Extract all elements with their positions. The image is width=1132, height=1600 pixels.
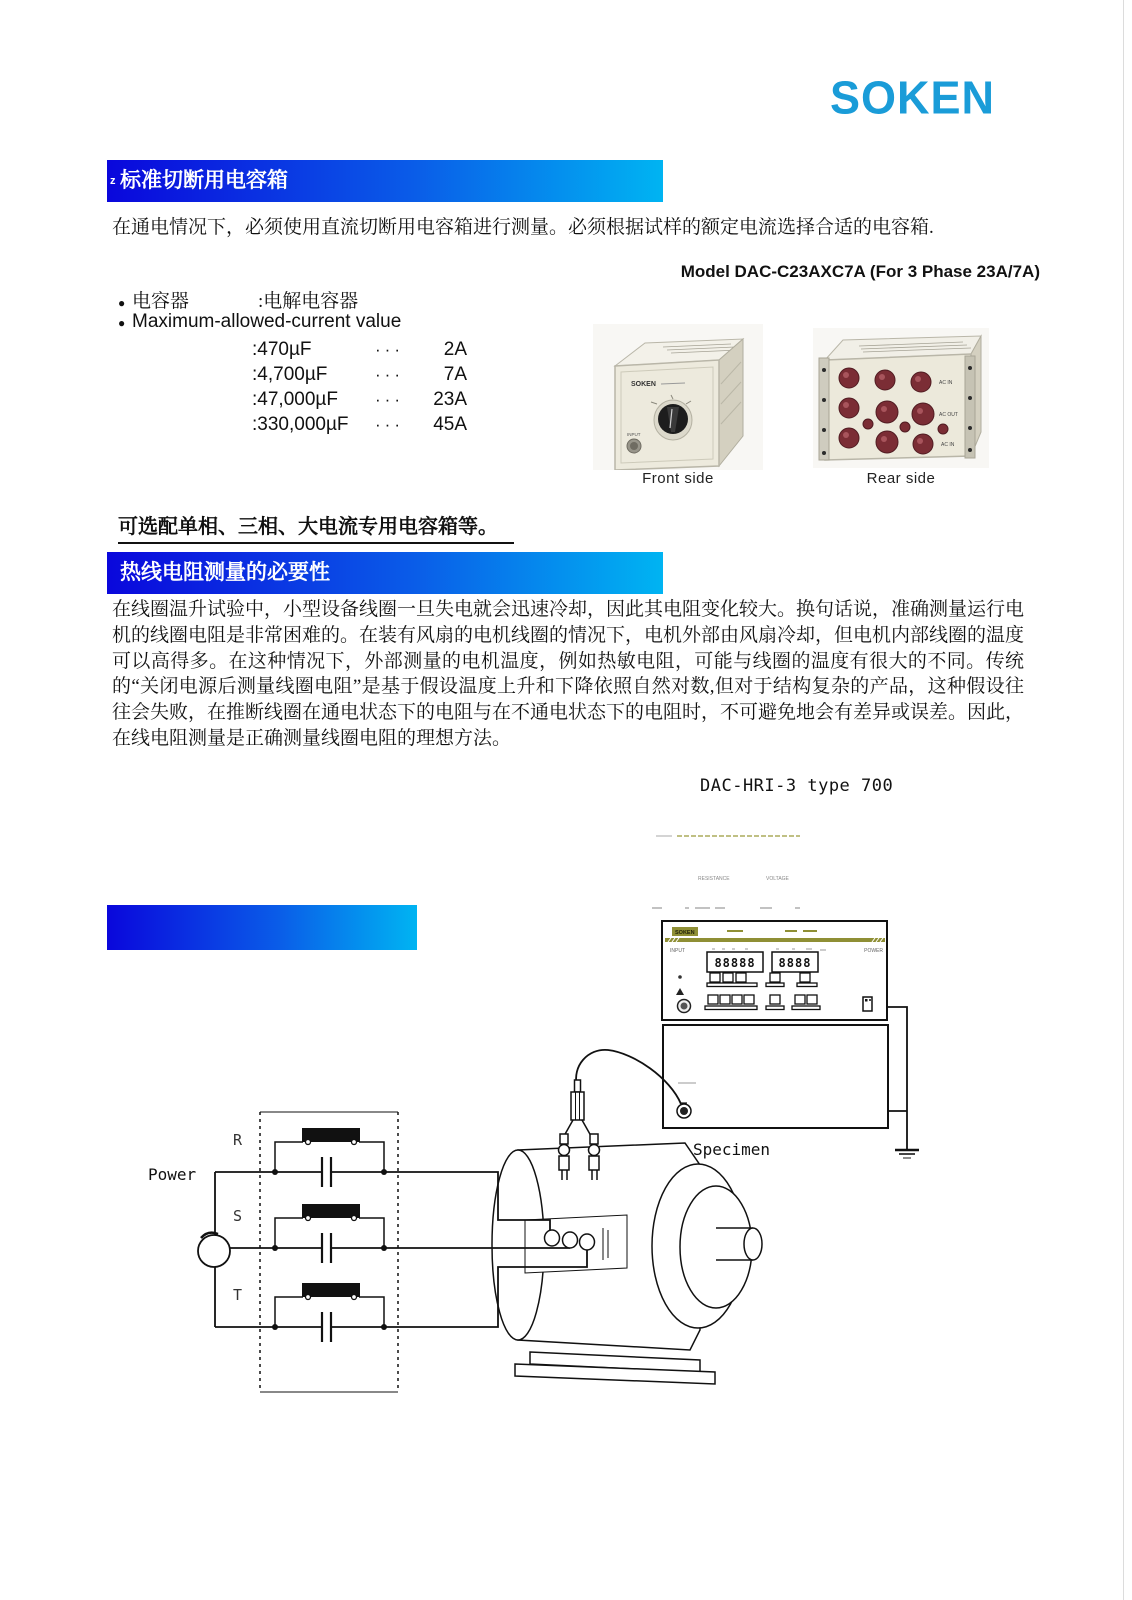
rear-caption: Rear side bbox=[866, 470, 936, 487]
rating-row bbox=[118, 414, 588, 439]
scan-edge-line bbox=[1123, 0, 1124, 1600]
rating-dots: ··· bbox=[375, 340, 404, 359]
display-voltage-value: 8888 bbox=[778, 956, 812, 970]
display-resistance-value: 88888 bbox=[714, 956, 756, 970]
capacitor-symbols bbox=[322, 1157, 331, 1342]
section1-banner bbox=[107, 160, 663, 202]
indicator-dot bbox=[678, 975, 682, 979]
rating-cap: :470µF bbox=[252, 339, 312, 360]
measurement-diagram bbox=[100, 820, 1030, 1400]
capacitor-label: 电容器 bbox=[132, 291, 190, 312]
bullet-icon: ● bbox=[118, 316, 126, 330]
rating-amp: 2A bbox=[443, 339, 467, 360]
spec-row-maxcurrent bbox=[118, 311, 588, 336]
phase-label-r: R bbox=[233, 1131, 243, 1149]
section1-intro: 在通电情况下，必须使用直流切断用电容箱进行测量。必须根据试样的额定电流选择合适的电容箱. bbox=[112, 217, 934, 238]
ground-connection bbox=[887, 1007, 919, 1158]
front-caption: Front side bbox=[642, 470, 714, 487]
front-brand-label: SOKEN bbox=[631, 381, 656, 388]
device-model-label: DAC-HRI-3 type 700 bbox=[700, 776, 894, 796]
spec-row-capacitor bbox=[118, 286, 588, 311]
rear-label-ac-out: AC OUT bbox=[939, 412, 958, 418]
phase-label-s: S bbox=[233, 1207, 243, 1225]
rear-side-photo bbox=[813, 328, 989, 468]
switch-capacitor-rows bbox=[272, 1128, 387, 1342]
power-label: Power bbox=[148, 1165, 197, 1184]
right-rail bbox=[965, 356, 975, 458]
specimen-label: Specimen bbox=[693, 1140, 771, 1159]
display-label-voltage: VOLTAGE bbox=[766, 876, 789, 882]
section2-banner bbox=[107, 552, 663, 594]
panel-power-label: POWER bbox=[864, 948, 883, 954]
motor-drawing bbox=[492, 1143, 762, 1384]
input-connector-center bbox=[630, 442, 638, 450]
display-label-resistance: RESISTANCE bbox=[698, 876, 730, 882]
rating-cap: :47,000µF bbox=[252, 389, 338, 410]
power-switch-mark bbox=[865, 999, 868, 1002]
motor-end-face bbox=[680, 1186, 752, 1308]
left-rail bbox=[819, 358, 829, 460]
option-note: 可选配单相、三相、大电流专用电容箱等。 bbox=[118, 510, 514, 544]
junction-dots bbox=[272, 1169, 387, 1330]
relay-switch bbox=[302, 1283, 360, 1297]
section1-title: 标准切断用电容箱 bbox=[120, 169, 288, 192]
max-current-label: Maximum-allowed-current value bbox=[132, 311, 402, 332]
panel-input-label: INPUT bbox=[670, 948, 685, 954]
rating-row bbox=[118, 339, 588, 364]
spec-list bbox=[118, 286, 588, 439]
rating-amp: 23A bbox=[433, 389, 467, 410]
panel-brand: SOKEN bbox=[675, 930, 695, 936]
section2-body: 在线圈温升试验中，小型设备线圈一旦失电就会迅速冷却，因此其电阻变化较大。换句话说，准确测量运行电机的线圈电阻是非常困难的。在装有风扇的电机线圈的情况下，电机外部由风扇冷却，但电机内部线圈的温度可以高得多。在这种情况下，外部测量的电机温度，例如热敏电阻，可能与线圈的温度有很大的不同。传统的“关闭电源后测量线圈电阻”是基于假设温度上升和下降依照自然对数,但对于结构复杂的产品，这种假设往往会失败，在推断线圈在通电状态下的电阻与在不通电状态下的电阻时，不可避免地会有差异或误差。因此，在线电阻测量是正确测量线圈电阻的理想方法。 bbox=[112, 599, 1025, 749]
front-input-label: INPUT bbox=[627, 432, 641, 437]
instrument-panel bbox=[662, 921, 887, 1020]
rating-row bbox=[118, 364, 588, 389]
model-heading: Model DAC-C23AXC7A (For 3 Phase 23A/7A) bbox=[680, 262, 1040, 281]
input-jack-center bbox=[681, 1003, 688, 1010]
rear-label-ac-in-bottom: AC IN bbox=[941, 442, 955, 448]
relay-switch bbox=[302, 1204, 360, 1218]
section2-title: 热线电阻测量的必要性 bbox=[120, 561, 330, 584]
power-source-symbol bbox=[198, 1235, 230, 1267]
bullet-icon: ● bbox=[118, 296, 126, 310]
motor-shaft-end bbox=[744, 1228, 762, 1260]
rating-dots: ··· bbox=[375, 390, 404, 409]
relay-switch bbox=[302, 1128, 360, 1142]
front-side-photo bbox=[593, 324, 763, 470]
rating-dots: ··· bbox=[375, 365, 404, 384]
capacitor-box-outline bbox=[260, 1112, 398, 1392]
rating-cap: :4,700µF bbox=[252, 364, 328, 385]
specimen-connector-center bbox=[680, 1107, 688, 1115]
phase-label-t: T bbox=[233, 1286, 243, 1304]
panel-stripe bbox=[665, 938, 885, 942]
rating-cap: :330,000µF bbox=[252, 414, 349, 435]
rating-amp: 45A bbox=[433, 414, 467, 435]
capacitor-value: :电解电容器 bbox=[258, 291, 359, 312]
rear-label-ac-in-top: AC IN bbox=[939, 380, 953, 386]
power-switch-dot bbox=[869, 999, 871, 1001]
rating-dots: ··· bbox=[375, 415, 404, 434]
rating-row bbox=[118, 389, 588, 414]
soken-logo: SOKEN bbox=[830, 71, 996, 124]
banner-artifact: z bbox=[110, 175, 116, 187]
rating-amp: 7A bbox=[443, 364, 467, 385]
lower-unit bbox=[663, 1025, 888, 1128]
